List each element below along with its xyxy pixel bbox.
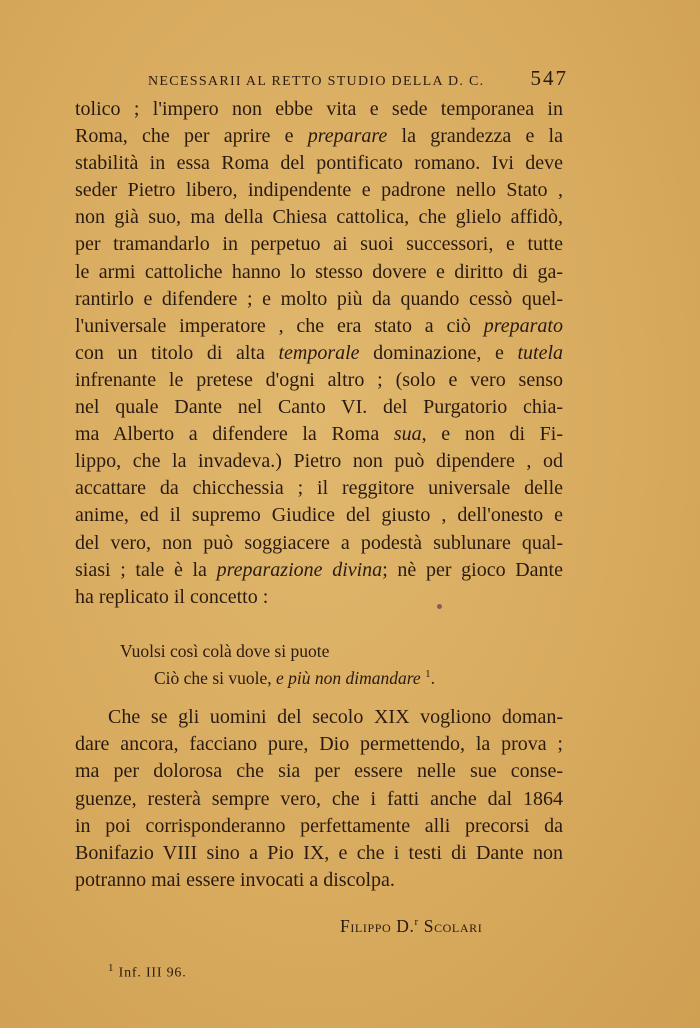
footnote: $^1$ Inf. III 96.	[108, 962, 187, 981]
text-line: infrenante le pretese d'ogni altro ; (solo e vero senso	[75, 368, 563, 391]
paragraph-1	[75, 96, 563, 611]
text-line: ma per dolorosa che sia per essere nelle sue conse-	[75, 760, 563, 783]
text-line: con un titolo di alta temporale dominazione, e tutela	[75, 341, 563, 364]
text-line: ha replicato il concetto :	[75, 585, 269, 608]
running-header	[148, 66, 568, 91]
text-line: seder Pietro libero, indipendente e padrone nello Stato ,	[75, 179, 563, 202]
text-line: Che se gli uomini del secolo XIX vogliono doman-	[108, 706, 563, 728]
text-line: rantirlo e difendere ; e molto più da quando cessò quel-	[75, 287, 563, 310]
text-line: guenze, resterà sempre vero, che i fatti anche dal 1864	[75, 787, 563, 810]
page-number: 547	[530, 66, 568, 90]
text-line: siasi ; tale è la preparazione divina; nè per gioco Dante	[75, 558, 563, 581]
ink-speck	[437, 604, 442, 609]
text-line: per tramandarlo in perpetuo ai suoi successori, e tutte	[75, 233, 563, 256]
verse-line-2: Ciò che si vuole, e più non dimandare $^1$.	[154, 667, 435, 688]
verse-quote	[120, 640, 435, 690]
text-line: tolico ; l'impero non ebbe vita e sede temporanea in	[75, 98, 563, 120]
paragraph-2	[75, 704, 563, 894]
author-signature: Filippo D.$^r$ Scolari	[340, 916, 483, 936]
text-line: Roma, che per aprire e preparare la grandezza e la	[75, 125, 563, 148]
text-line: potranno mai essere invocati a discolpa.	[75, 869, 395, 892]
text-line: dare ancora, facciano pure, Dio permettendo, la prova ;	[75, 733, 563, 756]
text-line: stabilità in essa Roma del pontificato romano. Ivi deve	[75, 152, 563, 175]
text-line: Bonifazio VIII sino a Pio IX, e che i testi di Dante non	[75, 841, 563, 864]
text-line: ma Alberto a difendere la Roma sua, e non di Fi-	[75, 423, 563, 446]
text-line: l'universale imperatore , che era stato a ciò preparato	[75, 314, 563, 337]
text-line: le armi cattoliche hanno lo stesso dovere e diritto di ga-	[75, 260, 563, 283]
verse-line-1: Vuolsi così colà dove si puote	[120, 641, 330, 661]
text-line: lippo, che la invadeva.) Pietro non può dipendere , od	[75, 450, 563, 473]
text-line: accattare da chicchessia ; il reggitore universale delle	[75, 477, 563, 500]
text-line: non già suo, ma della Chiesa cattolica, che glielo affidò,	[75, 206, 563, 229]
text-line: del vero, non può soggiacere a podestà sublunare qual-	[75, 531, 563, 554]
text-line: anime, ed il supremo Giudice del giusto , dell'onesto e	[75, 504, 563, 527]
running-title: NECESSARII AL RETTO STUDIO DELLA D. C.	[148, 74, 485, 89]
footnote-ref: 1	[425, 668, 431, 680]
text-line: nel quale Dante nel Canto VI. del Purgatorio chia-	[75, 396, 563, 419]
text-line: in poi corrisponderanno perfettamente alli precorsi da	[75, 814, 563, 837]
